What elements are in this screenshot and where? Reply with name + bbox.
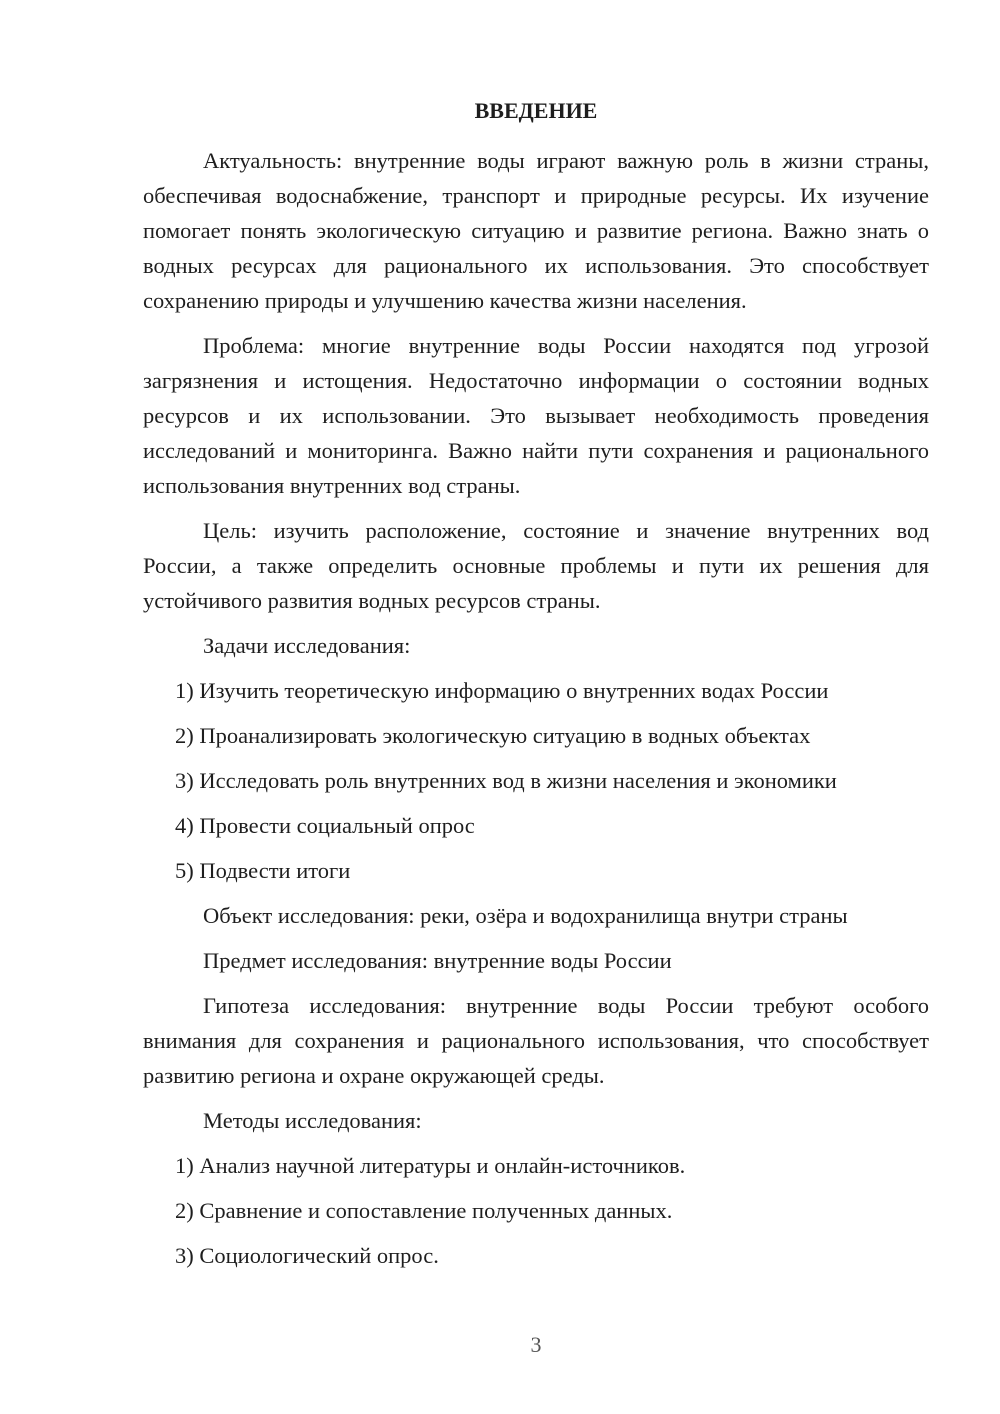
task-item: 5) Подвести итоги bbox=[175, 858, 351, 883]
document-body bbox=[143, 143, 929, 1283]
tasks-heading: Задачи исследования: bbox=[203, 633, 411, 658]
task-item: 1) Изучить теоретическую информацию о внутренних водах России bbox=[175, 678, 829, 703]
hypothesis-paragraph: Гипотеза исследования: внутренние воды России требуют особого внимания для сохранения и рационального использования, что способствует развитию региона и охране окружающей среды. bbox=[143, 993, 929, 1088]
goal-paragraph: Цель: изучить расположение, состояние и значение внутренних вод России, а также определить основные проблемы и пути их решения для устойчивого развития водных ресурсов страны. bbox=[143, 518, 929, 613]
object-line: Объект исследования: реки, озёра и водохранилища внутри страны bbox=[203, 903, 848, 928]
subject-line: Предмет исследования: внутренние воды России bbox=[203, 948, 672, 973]
page-number: 3 bbox=[530, 1332, 542, 1357]
task-item: 2) Проанализировать экологическую ситуацию в водных объектах bbox=[175, 723, 811, 748]
page-title: ВВЕДЕНИЕ bbox=[474, 98, 598, 123]
task-item: 4) Провести социальный опрос bbox=[175, 813, 475, 838]
method-item: 2) Сравнение и сопоставление полученных данных. bbox=[175, 1198, 673, 1223]
method-item: 3) Социологический опрос. bbox=[175, 1243, 439, 1268]
relevance-paragraph: Актуальность: внутренние воды играют важную роль в жизни страны, обеспечивая водоснабжение, транспорт и природные ресурсы. Их изучение помогает понять экологическую ситуацию и развитие региона. Важно знать о водных ресурсах для рационального их использования. Это способствует сохранению природы и улучшению качества жизни населения. bbox=[143, 148, 929, 313]
methods-heading: Методы исследования: bbox=[203, 1108, 422, 1133]
task-item: 3) Исследовать роль внутренних вод в жизни населения и экономики bbox=[175, 768, 837, 793]
problem-paragraph: Проблема: многие внутренние воды России находятся под угрозой загрязнения и истощения. Недостаточно информации о состоянии водных ресурсов и их использовании. Это вызывает необходимость проведения исследований и мониторинга. Важно найти пути сохранения и рационального использования внутренних вод страны. bbox=[143, 333, 929, 498]
method-item: 1) Анализ научной литературы и онлайн-источников. bbox=[175, 1153, 686, 1178]
